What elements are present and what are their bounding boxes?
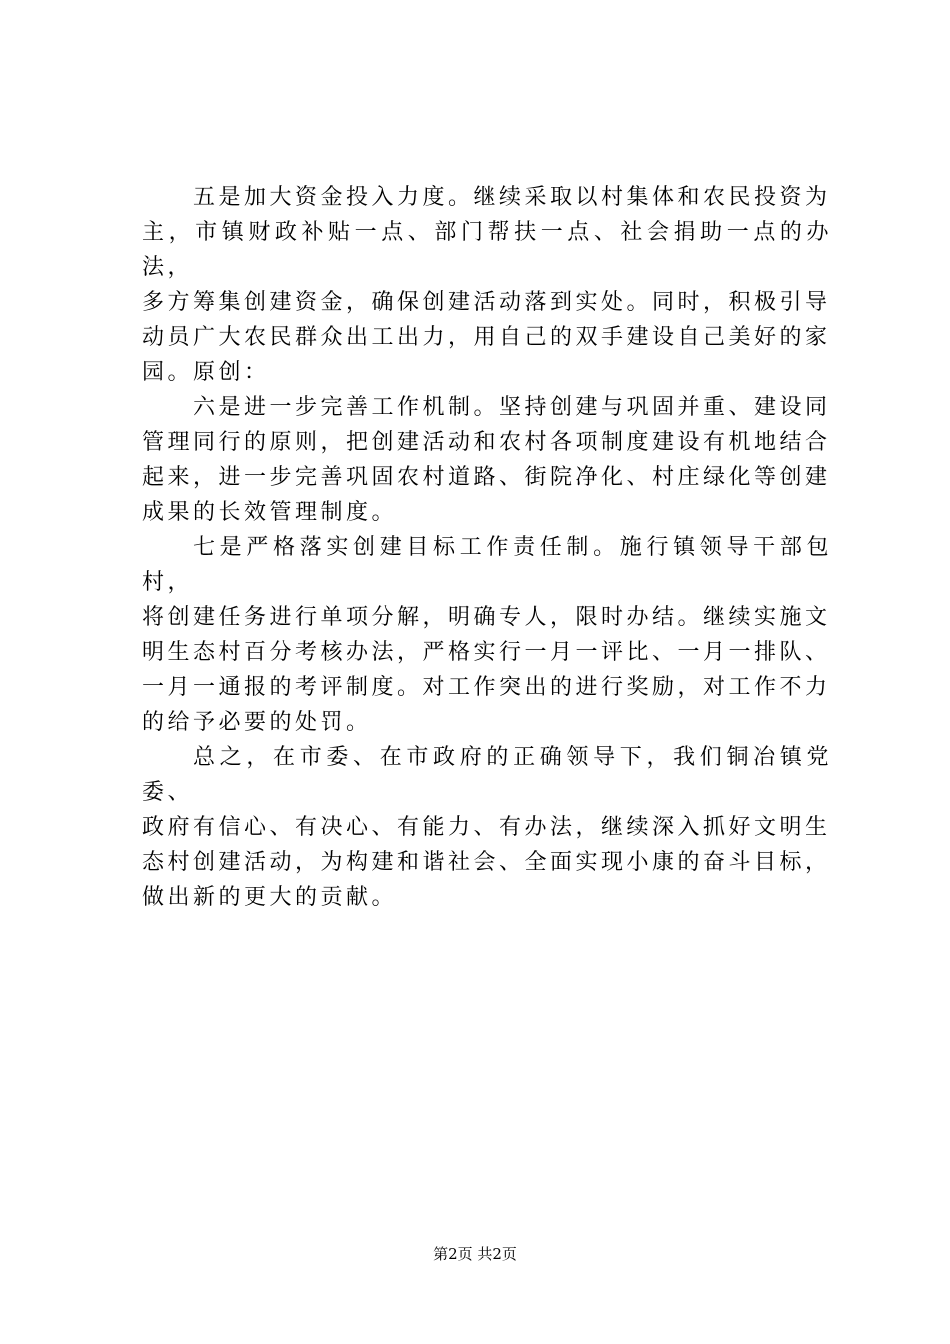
paragraph-funding: 五是加大资金投入力度。继续采取以村集体和农民投资为 主，市镇财政补贴一点、部门帮扶一点、社会捐助一点的办法， 多方筹集创建资金，确保创建活动落到实处。同时，积极引导 动员广大农民群众出工出力，用自己的双手建设自己美好的家 园。原创： [142,185,832,385]
paragraph-work-mechanism: 六是进一步完善工作机制。坚持创建与巩固并重、建设同 管理同行的原则，把创建活动和农村各项制度建设有机地结合 起来，进一步完善巩固农村道路、街院净化、村庄绿化等创建 成果的长效管理制度。 [142,395,831,525]
paragraph-responsibility-system: 七是严格落实创建目标工作责任制。施行镇领导干部包村， 将创建任务进行单项分解，明确专人，限时办结。继续实施文 明生态村百分考核办法，严格实行一月一评比、一月一排队、 一月一通报的考评制度。对工作突出的进行奖励，对工作不力 的给予必要的处罚。 [142,535,832,735]
paragraph-conclusion: 总之，在市委、在市政府的正确领导下，我们铜冶镇党委、 政府有信心、有决心、有能力、有办法，继续深入抓好文明生 态村创建活动，为构建和谐社会、全面实现小康的奋斗目标， 做出新的更大的贡献。 [142,745,832,910]
page-number-footer: 第2页 共2页 [433,1245,517,1263]
document-body [142,180,832,915]
